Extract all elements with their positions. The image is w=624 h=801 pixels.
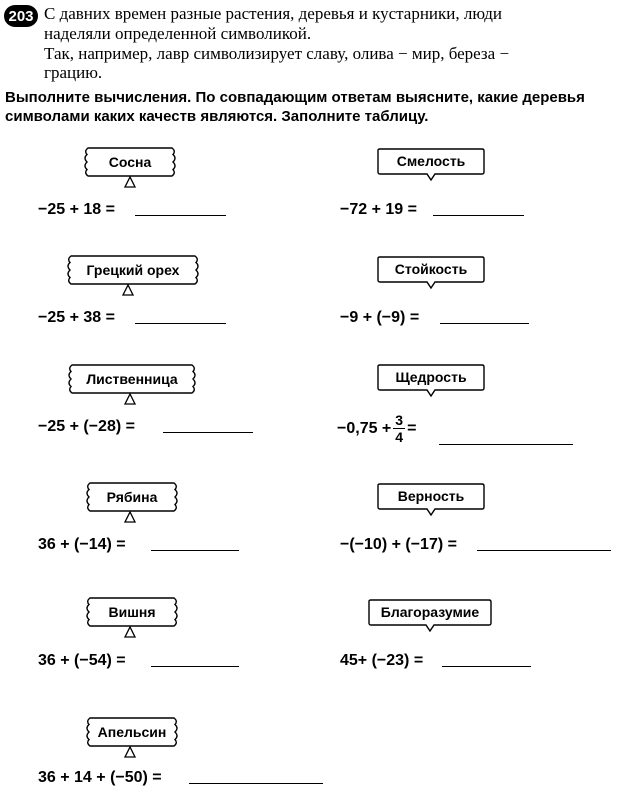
answer-blank-rowan[interactable] (151, 550, 239, 551)
tree-box-orange (84, 717, 180, 747)
quality-name: Благоразумие (380, 604, 480, 620)
expression-steadfastness: −9 + (−9) = (340, 309, 420, 326)
tree-name: Сосна (108, 154, 152, 170)
answer-blank-courage[interactable] (433, 215, 524, 216)
expression-rowan: 36 + (−14) = (38, 536, 126, 553)
tree-name: Рябина (106, 489, 158, 505)
expression-walnut: −25 + 38 = (38, 309, 115, 326)
intro-line-2: наделяли определенной символикой. (44, 24, 312, 43)
expression-prudence: 45+ (−23) = (340, 652, 424, 669)
tree-name: Лиственница (86, 371, 178, 387)
tree-name: Вишня (108, 604, 156, 620)
quality-box-prudence (368, 599, 492, 625)
tree-box-cherry (84, 597, 180, 627)
intro-line-3: Так, например, лавр символизирует славу, олива − мир, береза − (44, 44, 510, 63)
answer-blank-steadfastness[interactable] (440, 323, 529, 324)
fraction-denominator: 4 (395, 429, 404, 445)
tree-name: Апельсин (97, 724, 167, 740)
expression-sosna: −25 + 18 = (38, 201, 115, 218)
expression-orange: 36 + 14 + (−50) = (38, 769, 162, 786)
expression-generosity (337, 412, 416, 445)
answer-blank-orange[interactable] (189, 783, 323, 784)
answer-blank-loyalty[interactable] (477, 550, 611, 551)
quality-name: Смелость (396, 153, 466, 169)
quality-name: Верность (397, 488, 465, 504)
quality-box-courage (377, 148, 485, 174)
quality-name: Щедрость (395, 369, 467, 385)
fraction-numerator: 3 (395, 412, 404, 428)
tree-box-larch (66, 364, 198, 394)
intro-line-4: грацию. (44, 63, 103, 82)
tree-name: Грецкий орех (86, 262, 180, 278)
tree-box-sosna (82, 147, 178, 177)
quality-box-loyalty (377, 483, 485, 509)
quality-box-generosity (377, 364, 485, 390)
answer-blank-cherry[interactable] (151, 666, 239, 667)
quality-box-steadfastness (377, 256, 485, 282)
tree-box-walnut (65, 255, 201, 285)
answer-blank-walnut[interactable] (135, 323, 226, 324)
expression-larch: −25 + (−28) = (38, 418, 135, 435)
tree-box-rowan (84, 482, 180, 512)
expression-loyalty: −(−10) + (−17) = (340, 536, 457, 553)
fraction (393, 412, 405, 445)
answer-blank-prudence[interactable] (442, 666, 531, 667)
expression-suffix: = (407, 419, 417, 437)
quality-name: Стойкость (394, 261, 468, 277)
expression-courage: −72 + 19 = (340, 201, 417, 218)
answer-blank-generosity[interactable] (439, 444, 573, 445)
expression-cherry: 36 + (−54) = (38, 652, 126, 669)
expression-prefix: −0,75 + (337, 419, 392, 437)
instruction-line-2: символами каких качеств являются. Заполните таблицу. (5, 108, 429, 125)
answer-blank-sosna[interactable] (135, 215, 226, 216)
task-number-badge: 203 (4, 5, 38, 27)
answer-blank-larch[interactable] (163, 432, 253, 433)
instruction-line-1: Выполните вычисления. По совпадающим ответам выясните, какие деревья (5, 89, 585, 106)
intro-line-1: С давних времен разные растения, деревья и кустарники, люди (44, 4, 502, 23)
